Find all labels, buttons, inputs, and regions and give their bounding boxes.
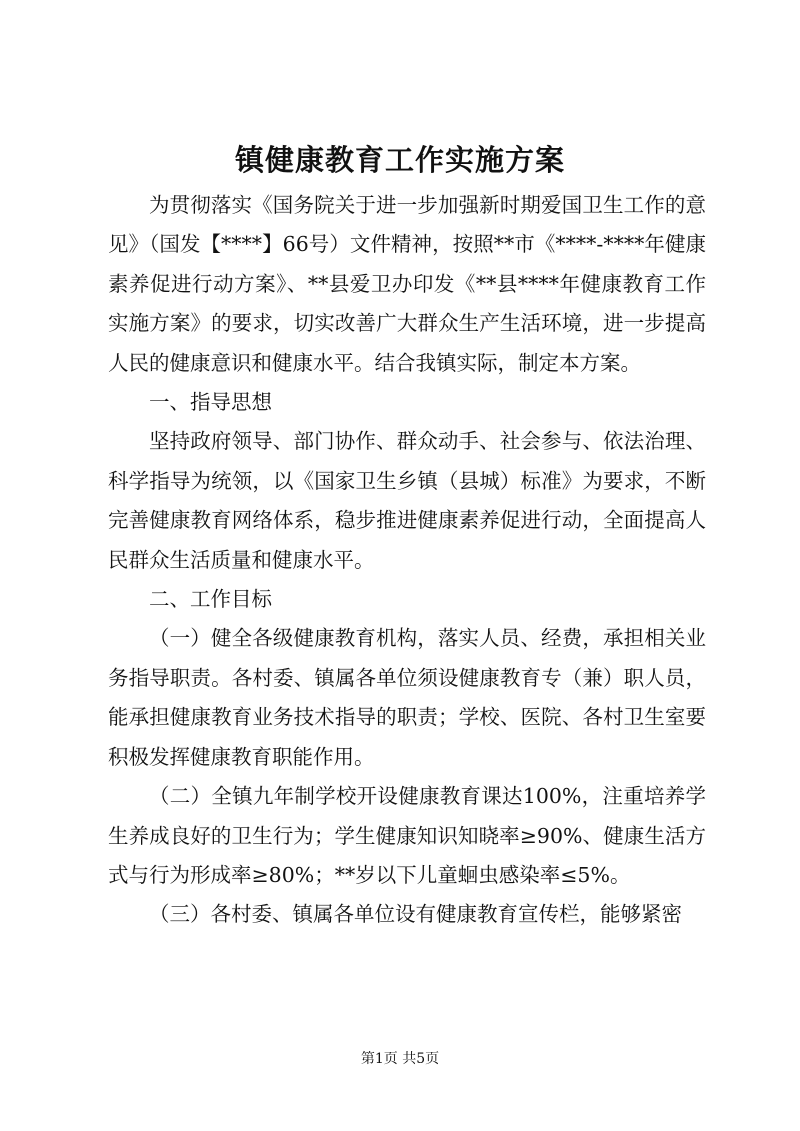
paragraph-goal-1: （一）健全各级健康教育机构，落实人员、经费，承担相关业务指导职责。各村委、镇属各单位须设健康教育专（兼）职人员，能承担健康教育业务技术指导的职责；学校、医院、各村卫生室要积极发挥健康教育职能作用。	[108, 626, 706, 769]
paragraph-guiding-ideology: 坚持政府领导、部门协作、群众动手、社会参与、依法治理、科学指导为统领，以《国家卫生乡镇（县城）标准》为要求，不断完善健康教育网络体系，稳步推进健康素养促进行动，全面提高人民群众生活质量和健康水平。	[108, 429, 706, 572]
section-heading-work-goals: 二、工作目标	[149, 587, 272, 612]
section-heading-guiding-ideology: 一、指导思想	[149, 390, 272, 415]
document-body	[108, 186, 706, 935]
document-title: 镇健康教育工作实施方案	[234, 143, 565, 177]
paragraph-intro: 为贯彻落实《国务院关于进一步加强新时期爱国卫生工作的意见》（国发【****】66号）文件精神，按照**市《****-****年健康素养促进行动方案》、**县爱卫办印发《**县****年健康教育工作实施方案》的要求，切实改善广大群众生产生活环境，进一步提高人民的健康意识和健康水平。结合我镇实际，制定本方案。	[108, 193, 706, 375]
paragraph-goal-2: （二）全镇九年制学校开设健康教育课达100%，注重培养学生养成良好的卫生行为；学生健康知识知晓率≥90%、健康生活方式与行为形成率≥80%；**岁以下儿童蛔虫感染率≤5%。	[108, 784, 706, 887]
paragraph-goal-3: （三）各村委、镇属各单位设有健康教育宣传栏，能够紧密	[149, 902, 682, 927]
page-footer: 第1页 共5页	[360, 1051, 440, 1067]
